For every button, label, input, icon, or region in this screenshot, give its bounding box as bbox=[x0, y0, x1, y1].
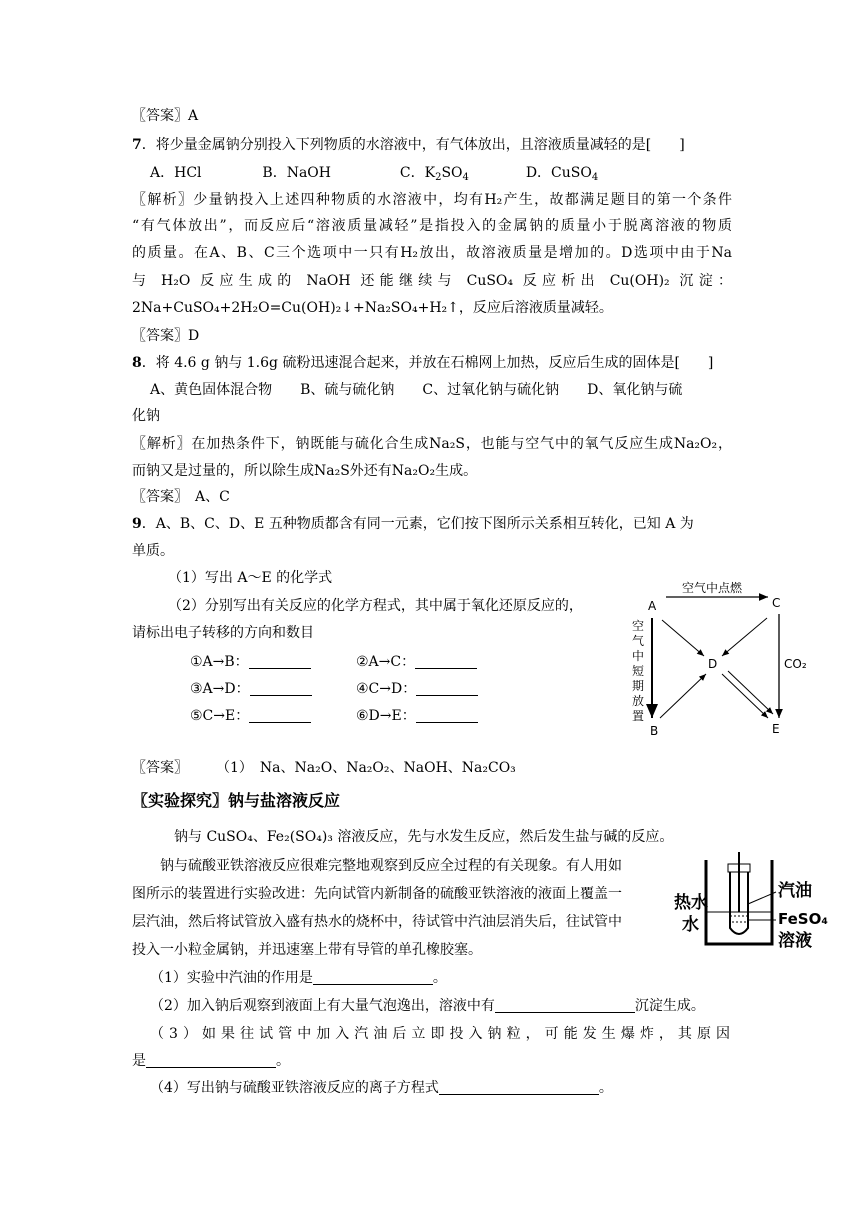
q7-explanation-line2: “有气体放出”，而反应后“溶液质量减轻”是指投入的金属钠的质量小于脱离溶液的物质 bbox=[132, 218, 732, 234]
q9-reaction-1: ①A→B： bbox=[190, 652, 311, 672]
lab-paragraph-1: 钠与 CuSO₄、Fe₂(SO₄)₃ 溶液反应，先与水发生反应，然后发生盐与碱的反应。 bbox=[174, 829, 674, 845]
node-e: E bbox=[772, 722, 780, 736]
q9-stem-text: ．A、B、C、D、E 五种物质都含有同一元素，它们按下图所示关系相互转化，已知 A 为 bbox=[141, 516, 694, 532]
lab-q3-blank[interactable] bbox=[146, 1053, 276, 1068]
lab-section-title: 〖实验探究〗钠与盐溶液反应 bbox=[132, 791, 341, 810]
node-b: B bbox=[650, 724, 659, 738]
q9-sub2-cont: 请标出电子转移的方向和数目 bbox=[132, 625, 314, 641]
q7-stem-text: ．将少量金属钠分别投入下列物质的水溶液中，有气体放出，且溶液质量减轻的是[ ] bbox=[141, 137, 685, 153]
q7-explanation-line5: 2Na+CuSO₄+2H₂O=Cu(OH)₂↓+Na₂SO₄+H₂↑，反应后溶液质量减轻。 bbox=[132, 300, 613, 316]
q9-answer-text: （1） Na、Na₂O、Na₂O₂、NaOH、Na₂CO₃ bbox=[216, 760, 516, 776]
q9-label-air-short: 空气中短期放置 bbox=[632, 619, 645, 723]
lab-paragraph-2b: 图所示的装置进行实验改进：先向试管内新制备的硫酸亚铁溶液的液面上覆盖一 bbox=[132, 886, 622, 902]
lab-apparatus-figure bbox=[672, 852, 848, 952]
q8-explanation-line1: 〖解析〗在加热条件下，钠既能与硫化合生成Na₂S，也能与空气中的氧气反应生成Na₂O₂， bbox=[132, 436, 732, 452]
q7-number: 7 bbox=[132, 137, 142, 153]
node-c: C bbox=[772, 596, 781, 610]
lab-q4-blank[interactable] bbox=[439, 1080, 599, 1095]
q8-options: A、黄色固体混合物 B、硫与硫化钠 C、过氧化钠与硫化钠 D、氧化钠与硫 bbox=[150, 382, 683, 398]
lab-paragraph-2c: 层汽油，然后将试管放入盛有热水的烧杯中，待试管中汽油层消失后，往试管中 bbox=[132, 914, 622, 930]
q9-number: 9 bbox=[132, 516, 142, 532]
node-d: D bbox=[708, 657, 718, 671]
q7-option-c: C．$K_2SO_4$ bbox=[399, 165, 469, 183]
q8-stem bbox=[132, 353, 713, 373]
q9-label-co2: CO₂ bbox=[784, 657, 807, 671]
arrow-a-to-d bbox=[662, 620, 704, 656]
q9-sub1: （1）写出 A～E 的化学式 bbox=[168, 570, 333, 586]
q8-stem-text: ．将 4.6 g 钠与 1.6g 硫粉迅速混合起来，并放在石棉网上加热，反应后生成的固体是[ ] bbox=[141, 355, 714, 371]
lab-q2-blank[interactable] bbox=[495, 998, 635, 1013]
q7-options bbox=[150, 163, 598, 183]
lab-q2: （2）加入钠后观察到液面上有大量气泡逸出，溶液中有 沉淀生成。 bbox=[150, 998, 705, 1014]
label-gasoline: 汽油 bbox=[778, 881, 812, 901]
q9-answer-label: 〖答案〗 bbox=[132, 760, 188, 776]
arrow-d-to-e bbox=[722, 674, 768, 718]
q9-reaction-4: ④C→D： bbox=[356, 679, 478, 699]
q9-reaction-5: ⑤C→E： bbox=[190, 706, 311, 726]
label-feso4: FeSO₄ bbox=[778, 910, 828, 928]
q9-sub2: （2）分别写出有关反应的化学方程式，其中属于氧化还原反应的， bbox=[168, 598, 583, 614]
node-a: A bbox=[648, 599, 657, 613]
arrow-b-to-d bbox=[660, 674, 706, 718]
q9-stem-line2: 单质。 bbox=[132, 543, 174, 559]
q9-conversion-diagram bbox=[622, 578, 822, 748]
lab-q3-cont: 是 。 bbox=[132, 1053, 290, 1069]
q6-answer: 〖答案〗A bbox=[132, 108, 199, 124]
q8-answer: 〖答案〗 A、C bbox=[132, 489, 230, 505]
q8-explanation-line2: 而钠又是过量的，所以除生成Na₂S外还有Na₂O₂生成。 bbox=[132, 463, 478, 479]
q9-answer bbox=[132, 758, 516, 778]
arrow-c-to-d bbox=[722, 618, 767, 656]
lab-paragraph-2a: 钠与硫酸亚铁溶液反应很难完整地观察到反应全过程的有关现象。有人用如 bbox=[160, 858, 622, 874]
lab-q4: （4）写出钠与硫酸亚铁溶液反应的离子方程式 。 bbox=[150, 1080, 613, 1096]
label-solution: 溶液 bbox=[778, 931, 812, 951]
q7-option-d: D．CuSO$_4$ bbox=[525, 165, 599, 183]
q9-label-air-ignite: 空气中点燃 bbox=[682, 581, 743, 595]
lab-paragraph-2d: 投入一小粒金属钠，并迅速塞上带有导管的单孔橡胶塞。 bbox=[132, 942, 482, 958]
q7-answer: 〖答案〗D bbox=[132, 328, 200, 344]
q7-stem bbox=[132, 135, 685, 155]
q9-reaction-6: ⑥D→E： bbox=[356, 706, 478, 726]
label-water: 水 bbox=[682, 915, 699, 935]
q9-reaction-2: ②A→C： bbox=[356, 652, 477, 672]
lab-q1: （1）实验中汽油的作用是 。 bbox=[150, 970, 447, 986]
q7-option-b: B．NaOH bbox=[262, 165, 331, 181]
lab-q3: （3）如果往试管中加入汽油后立即投入钠粒，可能发生爆炸，其原因 bbox=[150, 1026, 730, 1042]
q8-options-cont: 化钠 bbox=[132, 408, 160, 424]
arrow-d-to-e-2 bbox=[728, 671, 773, 714]
lab-q1-blank[interactable] bbox=[313, 970, 433, 985]
q7-explanation-line1: 〖解析〗少量钠投入上述四种物质的水溶液中，均有H₂产生，故都满足题目的第一个条件 bbox=[132, 192, 732, 208]
q9-stem-line1 bbox=[132, 514, 694, 534]
q9-reaction-3: ③A→D： bbox=[190, 679, 312, 699]
q7-explanation-line4: 与 H₂O 反应生成的 NaOH 还能继续与 CuSO₄ 反应析出 Cu(OH)₂ 沉淀： bbox=[132, 273, 732, 289]
q7-explanation-line3: 的质量。在A、B、C三个选项中一只有H₂放出，故溶液质量是增加的。D选项中由于Na bbox=[132, 245, 732, 261]
q8-number: 8 bbox=[132, 355, 142, 371]
label-hot-water: 热水 bbox=[674, 893, 708, 913]
q7-option-a: A．HCl bbox=[150, 165, 202, 181]
